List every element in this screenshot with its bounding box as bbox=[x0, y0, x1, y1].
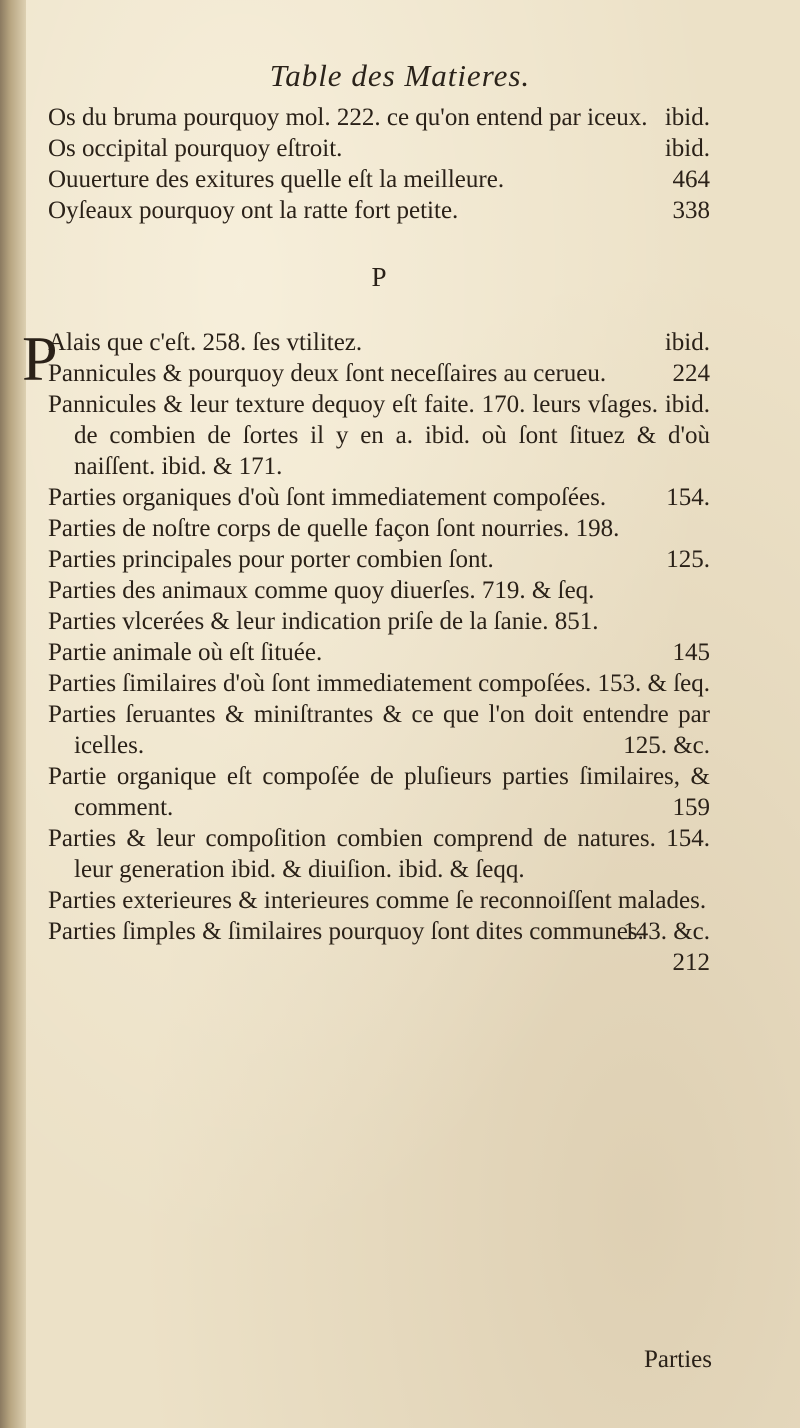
page-reference: 338 bbox=[672, 197, 710, 224]
index-entries bbox=[22, 102, 710, 978]
drop-cap: P bbox=[22, 323, 58, 394]
page-reference: 159 bbox=[672, 794, 710, 821]
index-entry: Parties organiques d'où ſont immediatement compoſées. 154. bbox=[48, 484, 710, 511]
page-reference: 464 bbox=[672, 166, 710, 193]
index-entry: Partie organique eſt compoſée de pluſieurs parties ſimilaires, & comment. 159 bbox=[48, 763, 710, 821]
index-entry-first: P Alais que c'eſt. 258. ſes vtilitez. ibid. bbox=[22, 323, 710, 394]
page-reference: ibid. bbox=[664, 329, 710, 356]
running-title: Table des Matieres. bbox=[269, 58, 531, 93]
page-reference: 125. &c. bbox=[623, 732, 710, 759]
page-reference: 154. bbox=[666, 484, 710, 511]
page-reference: 125. bbox=[666, 546, 710, 573]
catchword: Parties bbox=[643, 1346, 712, 1373]
index-entry: Oyſeaux pourquoy ont la ratte fort petite. 338 bbox=[48, 197, 710, 224]
index-entry: Pannicules & pourquoy deux ſont neceſſaires au cerueu. 224 bbox=[48, 360, 710, 387]
index-entry: Parties ſimples & ſimilaires pourquoy ſont dites communes. 212 bbox=[48, 918, 710, 976]
page-reference: 212 bbox=[672, 949, 710, 976]
index-entry: Partie animale où eſt ſituée. 145 bbox=[48, 639, 710, 666]
page-reference: 143. &c. bbox=[623, 918, 710, 945]
page-reference: 145 bbox=[672, 639, 710, 666]
page-reference: ibid. bbox=[664, 135, 710, 162]
index-entry: Pannicules & leur texture dequoy eſt faite. 170. leurs vſages. ibid. de combien de ſortes il y en a. ibid. où ſont ſituez & d'où naiſſent. ibid. & 171. bbox=[48, 391, 710, 480]
index-entry: Parties exterieures & interieures comme ſe reconnoiſſent malades. 143. &c. bbox=[48, 887, 710, 945]
index-entry: Os occipital pourquoy eſtroit. ibid. bbox=[48, 135, 710, 162]
index-entry: Parties ſeruantes & miniſtrantes & ce que l'on doit entendre par icelles. 125. &c. bbox=[48, 701, 710, 759]
page-reference: 153. & ſeq. bbox=[597, 670, 710, 697]
index-entry: Parties des animaux comme quoy diuerſes. 719. & ſeq. bbox=[48, 577, 595, 604]
section-letter: P bbox=[371, 262, 387, 292]
page-reference: 224 bbox=[672, 360, 710, 387]
index-entry: Ouuerture des exitures quelle eſt la meilleure. 464 bbox=[48, 166, 710, 193]
index-entry: Parties de noſtre corps de quelle façon ſont nourries. 198. bbox=[48, 515, 620, 542]
page-reference: ibid. bbox=[664, 104, 710, 131]
index-entry: Parties & leur compoſition combien comprend de natures. 154. leur generation ibid. & diuiſion. ibid. & ſeqq. bbox=[48, 825, 710, 883]
index-entry: Parties vlcerées & leur indication priſe de la ſanie. 851. bbox=[48, 608, 599, 635]
page-gutter bbox=[0, 0, 26, 1428]
index-entry: Parties principales pour porter combien ſont. 125. bbox=[48, 546, 710, 573]
index-entry: Os du bruma pourquoy mol. 222. ce qu'on entend par iceux. ibid. bbox=[48, 104, 710, 131]
index-entry: Parties ſimilaires d'où ſont immediatement compoſées. 153. & ſeq. bbox=[48, 670, 710, 697]
